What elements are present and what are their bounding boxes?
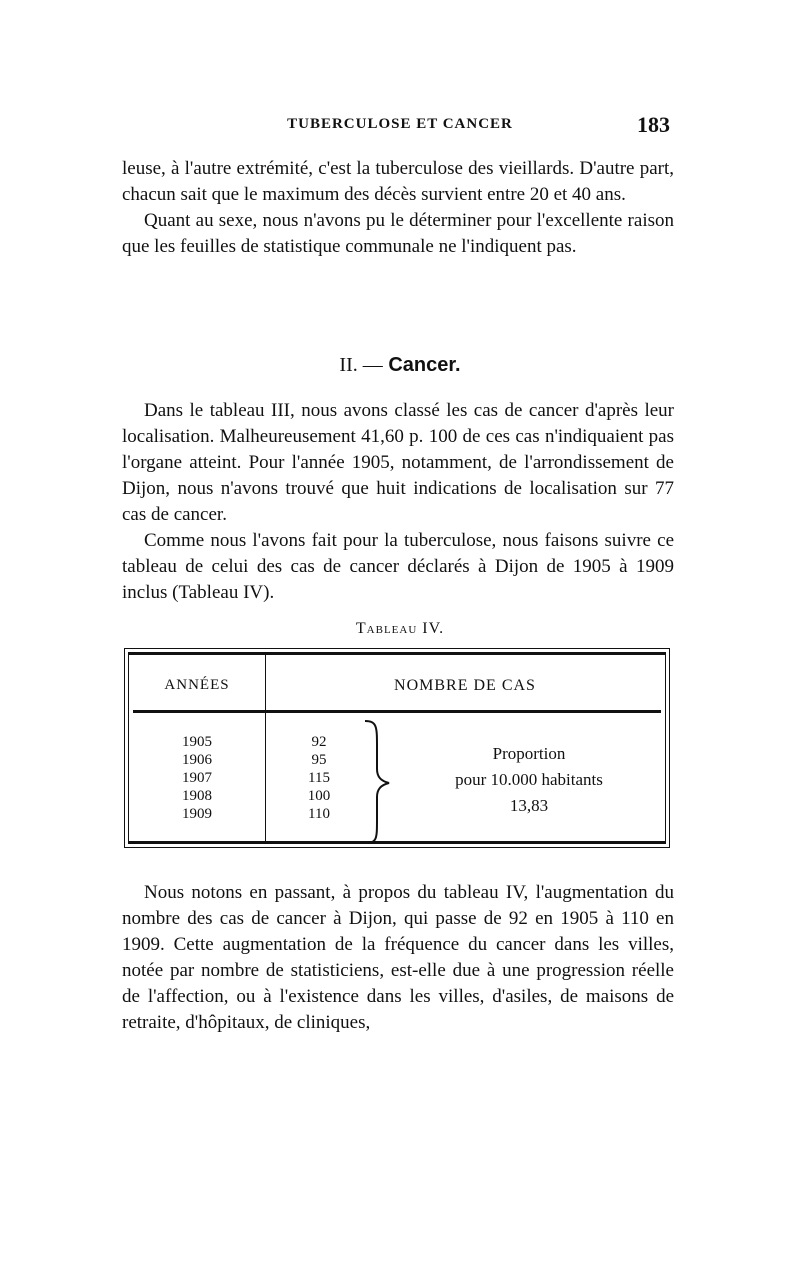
text-block-discussion bbox=[122, 880, 674, 1036]
table-cell-year: 1909 bbox=[182, 806, 212, 822]
paragraph: Nous notons en passant, à propos du tableau IV, l'augmentation du nombre des cas de cancer à Dijon, qui passe de 92 en 1905 à 110 en 1909. Cette augmentation de la fréquence du cancer dans les villes, notée par nombre de statisticiens, est-elle due à une progression réelle de l'affection, ou à l'existence dans les villes, d'asiles, de maisons de retraite, d'hôpitaux, de cliniques, bbox=[122, 882, 674, 1033]
column-header-cases: NOMBRE DE CAS bbox=[394, 677, 536, 694]
column-header-years: ANNÉES bbox=[164, 677, 230, 693]
running-title: TUBERCULOSE ET CANCER bbox=[287, 116, 513, 132]
table-cell-year: 1908 bbox=[182, 788, 212, 804]
paragraph: Quant au sexe, nous n'avons pu le déterminer pour l'excellente raison que les feuilles de statistique communale ne l'indiquent pas. bbox=[122, 210, 674, 257]
text-block-cancer bbox=[122, 398, 674, 606]
proportion-label-unit: pour 10.000 habitants bbox=[455, 770, 603, 789]
page-number: 183 bbox=[637, 112, 670, 137]
cancer-cases-table bbox=[128, 652, 666, 844]
paragraph: Dans le tableau III, nous avons classé les cas de cancer d'après leur localisation. Malheureusement 41,60 p. 100 de ces cas n'indiquaient pas l'organe atteint. Pour l'année 1905, notamment, de l'arrondissement de Dijon, nous n'avons trouvé que huit indications de localisation sur 77 cas de cancer. bbox=[122, 400, 674, 525]
section-heading bbox=[0, 354, 800, 377]
section-title: Cancer. bbox=[388, 354, 461, 376]
table-cell-cases: 95 bbox=[311, 752, 327, 768]
cases-column bbox=[289, 733, 349, 823]
paragraph: leuse, à l'autre extrémité, c'est la tuberculose des vieillards. D'autre part, chacun sait que le maximum des décès survient entre 20 et 40 ans. bbox=[122, 158, 674, 205]
table-caption: Tableau IV. bbox=[355, 620, 445, 637]
paragraph: Comme nous l'avons fait pour la tuberculose, nous faisons suivre ce tableau de celui des cas de cancer déclarés à Dijon de 1905 à 1909 inclus (Tableau IV). bbox=[122, 530, 674, 603]
table-cell-cases: 100 bbox=[307, 788, 331, 804]
table-cell-year: 1905 bbox=[182, 734, 212, 750]
table-cell-cases: 115 bbox=[308, 770, 330, 786]
table-cell-cases: 92 bbox=[311, 734, 327, 750]
table-cell-year: 1907 bbox=[182, 770, 212, 786]
proportion-label: Proportion bbox=[492, 744, 566, 763]
curly-brace-icon bbox=[357, 717, 397, 847]
table-cell-year: 1906 bbox=[182, 752, 212, 768]
proportion-value: 13,83 bbox=[509, 796, 549, 815]
section-number: II. — bbox=[339, 354, 383, 376]
text-block-intro bbox=[122, 156, 674, 260]
table-cell-cases: 110 bbox=[308, 806, 330, 822]
header-rule bbox=[133, 710, 661, 713]
years-column bbox=[129, 733, 265, 823]
proportion-note bbox=[409, 741, 649, 819]
